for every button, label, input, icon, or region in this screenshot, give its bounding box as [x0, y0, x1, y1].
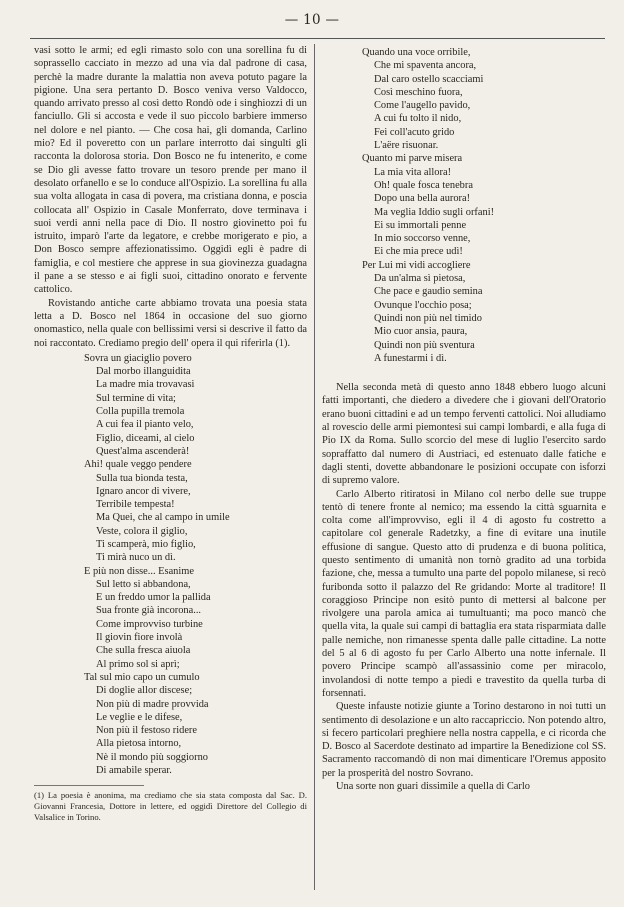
poem-line: A funestarmi i dì.	[374, 352, 447, 364]
poem-line: In mio soccorso venne,	[374, 233, 471, 245]
footnote-rule	[34, 785, 307, 822]
poem-line: Sul letto si abbandona,	[96, 578, 191, 590]
paragraph: Una sorte non guari dissimile a quella di Carlo	[336, 781, 530, 793]
poem-line: Figlio, diceami, al cielo	[96, 432, 195, 444]
poem-line: A cui fea il pianto velo,	[96, 419, 194, 431]
poem-line: Dopo una bella aurora!	[374, 193, 471, 205]
poem-line: Il giovin fiore involà	[96, 632, 183, 644]
poem-line: Nè il mondo più soggiorno	[96, 751, 208, 763]
poem-line: Come improvviso turbine	[96, 618, 203, 630]
poem-line: Sua fronte già incorona...	[96, 605, 202, 617]
poem-line: Sovra un giaciglio povero	[84, 352, 192, 364]
poem-line: Di amabile sperar.	[96, 765, 172, 777]
poem-line: Alla pietosa intorno,	[96, 738, 182, 750]
poem-line: Così meschino fuora,	[374, 86, 463, 98]
poem-line: Di doglie allor discese;	[96, 685, 193, 697]
poem-line: Ma veglia Iddio sugli orfani!	[374, 206, 495, 218]
poem-line: Per Lui mi vidi accogliere	[362, 259, 471, 271]
poem-line: Ahi! quale veggo pendere	[84, 459, 192, 471]
poem-line: Ei su immortali penne	[374, 219, 467, 231]
poem-line: Oh! quale fosca tenebra	[374, 179, 473, 191]
poem-line: Ma Quei, che al campo in umile	[96, 512, 230, 524]
poem-line: Le veglie e le difese,	[96, 711, 183, 723]
poem-line: Terribile tempesta!	[96, 499, 175, 511]
poem-line: La mia vita allora!	[374, 166, 452, 178]
poem-line: Che sulla fresca aiuola	[96, 645, 191, 657]
paragraph: Queste infauste notizie giunte a Torino destarono in noi tutti un sentimento di desolazione e un alto raccapriccio. Non potendo altro, si fecero particolari preghiere nella nostra cappella, e ci ricorda che D. Bosco al Sacerdote destinato ad impartire la Benedizione col SS. Sacramento raccomandò di non mai dimenticare l'Oremus apposito per la prosperità del nostro Sovrano.	[322, 701, 606, 779]
paragraph: Rovistando antiche carte abbiamo trovata una poesia stata letta a D. Bosco nel 1864 in occasione del suo giorno onomastico, nella quale con bellissimi versi si descrive il fatto da noi raccontato. Crediamo pregio dell' opera il qui riferirla (1).	[34, 297, 307, 349]
poem-line: Ignaro ancor di vivere,	[96, 485, 191, 497]
poem-line: Veste, colora il giglio,	[96, 525, 188, 537]
poem-line: Quanto mi parve misera	[362, 153, 463, 165]
poem-line: Non più il festoso ridere	[96, 725, 197, 737]
poem-line: A cui fu tolto il nido,	[374, 113, 462, 125]
poem-line: E più non disse... Esanime	[84, 565, 194, 577]
poem-line: Dal caro ostello scacciami	[374, 73, 484, 85]
page-number: — 10 —	[284, 12, 340, 28]
poem-line: Quest'alma ascenderà!	[96, 445, 190, 457]
poem-line: Ei che mia prece udì!	[374, 246, 463, 258]
poem	[322, 46, 606, 365]
poem-line: Come l'augello pavido,	[374, 100, 471, 112]
column-divider	[314, 44, 315, 890]
poem-line: Da un'alma sì pietosa,	[374, 273, 466, 285]
left-column	[34, 44, 307, 822]
poem-line: Sulla tua bionda testa,	[96, 472, 188, 484]
poem-line: Dal morbo illanguidita	[96, 366, 191, 378]
poem-line: Quando una voce orribile,	[362, 47, 471, 58]
header-rule	[30, 38, 605, 39]
poem-line: Ti mirà nuco un dì.	[96, 552, 176, 564]
paragraph: Carlo Alberto ritiratosi in Milano col nerbo delle sue truppe tentò di tenere fronte al nemico; ma essendo la città sguarnita e colta come all'improvviso, egli il 4 di agosto fu costretto a capitolare col generale Radetzky, a fine di evitare una inutile effusione di sangue. Questo atto di prudenza e di buona politica, questo sentimento di umanità non tornò gradito ad una torbida fazione, che, messa a tumulto una parte del popolo milanese, si recò furibonda sotto il palazzo del Re gridando: Morte al traditore! Il coraggioso Principe non esitò punto di mettersi al balcone per rivolgere una parola amica ai tumultuanti; ma poco mancò che quella vita, la quale sui campi di battaglia era stata risparmiata dalle palle nemiche, non rimanesse spenta dalle palle cittadine. La notte del 5 al 6 di agosto fu per Carlo Alberto una notte infernale. Il povero Principe scampò all'assassinio come per miracolo, involandosi di notte tempo a piedi e travestito da quella turba di forsennati.	[322, 488, 606, 699]
poem-line: Che pace e gaudio semina	[374, 286, 483, 298]
poem-line: La madre mia trovavasi	[96, 379, 195, 391]
poem-line: Non più di madre provvida	[96, 698, 209, 710]
footnote: (1) La poesia è anonima, ma crediamo che sia stata composta dal Sac. D. Giovanni Francesia, Dottore in lettere, ed oggidì Direttore del Collegio di Valsalice in Torino.	[34, 790, 307, 822]
poem-line: L'aëre risuonar.	[374, 140, 439, 152]
poem-line: Fei coll'acuto grido	[374, 126, 455, 138]
poem-line: Al primo sol si aprì;	[96, 658, 180, 670]
poem-line: Ti scamperà, mio figlio,	[96, 538, 196, 550]
paragraph: vasi sotto le armi; ed egli rimasto solo con una sorellina fu di soprassello cacciato in mezzo ad una via dal padrone di casa, perchè la madre durante la malattia non aveva potuto pagare la pigione. Una sera pertanto D. Bosco veniva verso Valdocco, quando arrivato presso al così detto Rondò ode i singhiozzi di un fanciullo. Gli si accosta e vede il suo piccolo barbiere immerso nel dolore e nel pianto. — Che cosa hai, gli domanda, Carlino mio? Ed il poveretto con un parlare interrotto dai singulti gli racconta la dolorosa storia. Don Bosco ne fu intenerito, e come se Dio gli avesse fatto trovare un tesoro prende per mano il desolato orfanello e se lo conduce all'Ospizio. La sorellina fu alla sua volta allogata in casa di povera, ma cristiana donna, e poscia collocata all' Ospizio in Casale Monferrato, dove terminava i suoi verdi anni nella pace di Dio. Il nostro giovinetto poi fu istruito, imparò l'arte da legatore, e crebbe morigerato e pio, a Don Bosco sempre affezionatissimo. Oggidì egli è padre di famiglia, e col mestiere che apprese in sua giovinezza guadagna il pane a se stesso e ai figli suoi, cittadino onorato e fervente cattolico.	[34, 45, 307, 296]
poem-line: Colla pupilla tremola	[96, 406, 185, 418]
poem-line: Sul termine di vita;	[96, 392, 176, 404]
poem-line: Quindi non più nel timido	[374, 312, 482, 324]
poem-line: Mio cuor ansia, paura,	[374, 326, 468, 338]
paragraph: Nella seconda metà di questo anno 1848 ebbero luogo alcuni fatti importanti, che diedero a divedere che i giovani dell'Oratorio erano buoni cittadini e ad un tempo ferventi cattolici. Noi alludiamo al rovescio delle armi piemontesi sui campi lombardi, e alla fuga di Pio IX da Roma. Sullo scorcio del mese di luglio l'esercito sardo sopraffatto dal numero di Austriaci, ed estenuato dalle fatiche e dagli stenti, dovette abbandonare le posizioni occupate con isforzi di supremo valore.	[322, 382, 606, 487]
poem-line: E un freddo umor la pallida	[96, 592, 211, 604]
right-column	[322, 44, 606, 793]
poem	[34, 352, 307, 778]
section-gap	[322, 365, 606, 381]
poem-line: Ovunque l'occhio posa;	[374, 299, 472, 311]
poem-line: Quindi non più sventura	[374, 339, 475, 351]
poem-line: Che mi spaventa ancora,	[374, 60, 477, 72]
poem-line: Tal sul mio capo un cumulo	[84, 671, 200, 683]
